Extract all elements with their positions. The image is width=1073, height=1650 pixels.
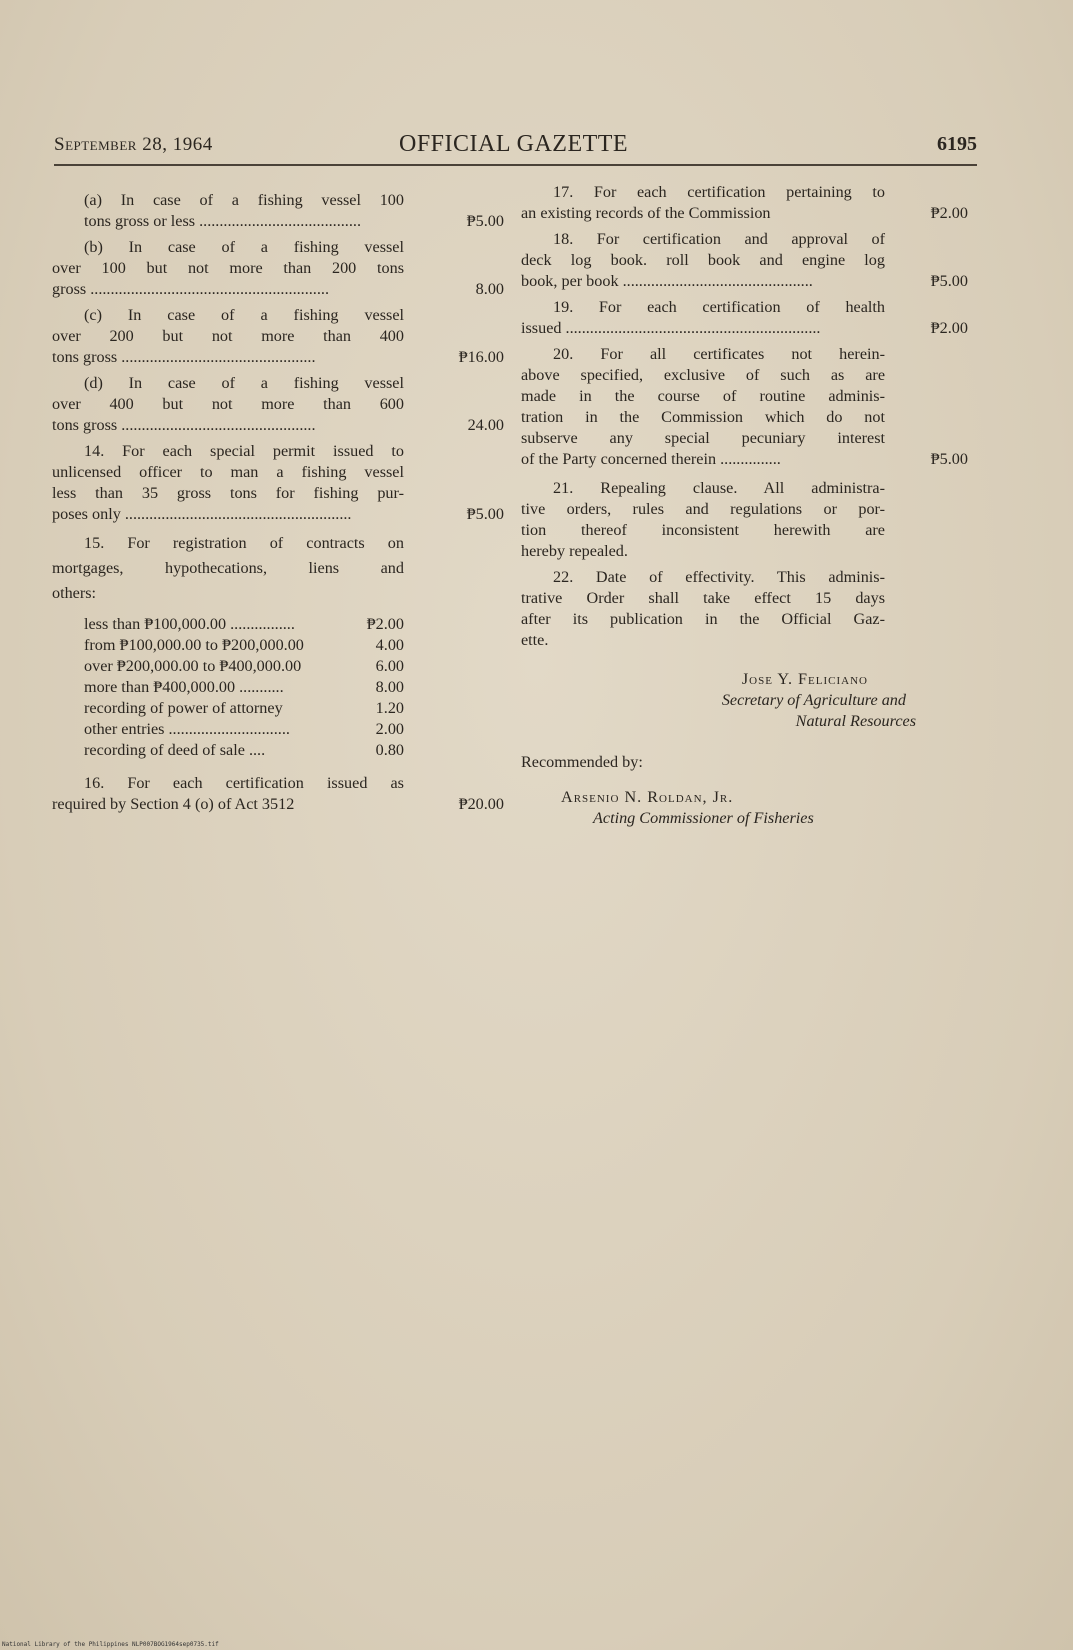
item-amount: ₱2.00 [930, 319, 968, 337]
item-line: others: [52, 584, 97, 602]
registration-fee-list [84, 614, 404, 761]
header-page-number: 6195 [937, 133, 977, 155]
item-line: tion thereof inconsistent herewith are [521, 521, 885, 539]
left-column [52, 190, 502, 820]
item-line: hereby repealed. [521, 542, 628, 560]
fee-row [84, 635, 404, 656]
fee-label: recording of deed of sale .... [84, 741, 266, 759]
fee-item-15 [52, 531, 502, 606]
item-line: trative Order shall take effect 15 days [521, 589, 885, 607]
item-amount: ₱5.00 [930, 450, 968, 468]
fee-item-a [52, 190, 502, 232]
effectivity-clause [521, 567, 976, 651]
item-line: (b) In case of a fishing vessel [84, 238, 404, 256]
header-title: OFFICIAL GAZETTE [399, 131, 629, 157]
fee-amount: 1.20 [375, 699, 404, 717]
item-line: over 400 but not more than 600 [52, 395, 404, 413]
fee-amount: 6.00 [375, 657, 404, 675]
fee-row [84, 719, 404, 740]
item-line: required by Section 4 (o) of Act 3512 [52, 795, 295, 813]
right-column [521, 182, 976, 829]
header-date: September 28, 1964 [54, 134, 213, 155]
scan-footer: National Library of the Philippines NLP007BOG1964sep0735.tif [2, 1641, 219, 1648]
item-line: after its publication in the Official Gaz- [521, 610, 885, 628]
item-line: gross ........................................................... [52, 280, 329, 298]
item-amount: 24.00 [467, 416, 504, 434]
item-amount: 8.00 [475, 280, 504, 298]
page-header [54, 128, 977, 166]
fee-item-17 [521, 182, 976, 224]
item-line: 15. For registration of contracts on [84, 534, 404, 552]
fee-label: from ₱100,000.00 to ₱200,000.00 [84, 636, 304, 654]
item-amount: ₱16.00 [458, 348, 504, 366]
item-line: 17. For each certification pertaining to [553, 183, 885, 201]
fee-label: other entries .............................. [84, 720, 290, 738]
fee-amount: 2.00 [375, 720, 404, 738]
item-line: 18. For certification and approval of [553, 230, 885, 248]
fee-item-14 [52, 441, 502, 525]
item-amount: ₱5.00 [466, 505, 504, 523]
item-amount: ₱2.00 [930, 204, 968, 222]
item-line: 22. Date of effectivity. This adminis- [553, 568, 885, 586]
item-line: less than 35 gross tons for fishing pur- [52, 484, 404, 502]
item-line: above specified, exclusive of such as are [521, 366, 885, 384]
fee-item-d [52, 373, 502, 436]
fee-row [84, 698, 404, 719]
item-line: tration in the Commission which do not [521, 408, 885, 426]
item-line: subserve any special pecuniary interest [521, 429, 885, 447]
item-line: 20. For all certificates not herein- [553, 345, 885, 363]
fee-item-18 [521, 229, 976, 292]
fee-amount: 0.80 [375, 741, 404, 759]
item-line: 21. Repealing clause. All administra- [553, 479, 885, 497]
signature-block [521, 669, 976, 732]
item-line: made in the course of routine adminis- [521, 387, 885, 405]
fee-amount: 4.00 [375, 636, 404, 654]
signatory-name: Jose Y. Feliciano [741, 670, 868, 688]
item-line: 19. For each certification of health [553, 298, 885, 316]
recommended-label: Recommended by: [521, 753, 643, 771]
fee-amount: 8.00 [375, 678, 404, 696]
fee-row [84, 740, 404, 761]
fee-label: more than ₱400,000.00 ........... [84, 678, 284, 696]
item-line: deck log book. roll book and engine log [521, 251, 885, 269]
item-line: tons gross or less ........................................ [84, 212, 361, 230]
item-line: 16. For each certification issued as [84, 774, 404, 792]
item-line: over 200 but not more than 400 [52, 327, 404, 345]
fee-row [84, 656, 404, 677]
item-line: tons gross ................................................ [52, 416, 316, 434]
item-amount: ₱5.00 [930, 272, 968, 290]
fee-row [84, 614, 404, 635]
item-line: poses only ........................................................ [52, 505, 352, 523]
fee-label: recording of power of attorney [84, 699, 283, 717]
fee-label: over ₱200,000.00 to ₱400,000.00 [84, 657, 302, 675]
item-line: mortgages, hypothecations, liens and [52, 559, 404, 577]
item-line: over 100 but not more than 200 tons [52, 259, 404, 277]
item-line: book, per book ............................................... [521, 272, 813, 290]
recommended-block [521, 752, 976, 829]
fee-amount: ₱2.00 [366, 615, 404, 633]
signatory-title: Secretary of Agriculture and [721, 691, 906, 709]
fee-row [84, 677, 404, 698]
item-amount: ₱5.00 [466, 212, 504, 230]
item-line: an existing records of the Commission [521, 204, 771, 222]
item-amount: ₱20.00 [458, 795, 504, 813]
signatory-title-cont: Natural Resources [795, 712, 916, 730]
fee-item-19 [521, 297, 976, 339]
fee-item-b [52, 237, 502, 300]
item-line: (a) In case of a fishing vessel 100 [84, 191, 404, 209]
item-line: issued ............................................................... [521, 319, 821, 337]
fee-label: less than ₱100,000.00 ................ [84, 615, 295, 633]
repealing-clause [521, 478, 976, 562]
item-line: tons gross ................................................ [52, 348, 316, 366]
item-line: of the Party concerned therein ............... [521, 450, 781, 468]
fee-item-20 [521, 344, 976, 470]
item-line: 14. For each special permit issued to [84, 442, 404, 460]
fee-item-c [52, 305, 502, 368]
recommender-title: Acting Commissioner of Fisheries [593, 809, 814, 827]
recommender-name: Arsenio N. Roldan, Jr. [561, 788, 734, 806]
item-line: unlicensed officer to man a fishing vessel [52, 463, 404, 481]
item-line: tive orders, rules and regulations or por- [521, 500, 885, 518]
fee-item-16 [52, 773, 502, 815]
item-line: (d) In case of a fishing vessel [84, 374, 404, 392]
item-line: ette. [521, 631, 549, 649]
item-line: (c) In case of a fishing vessel [84, 306, 404, 324]
